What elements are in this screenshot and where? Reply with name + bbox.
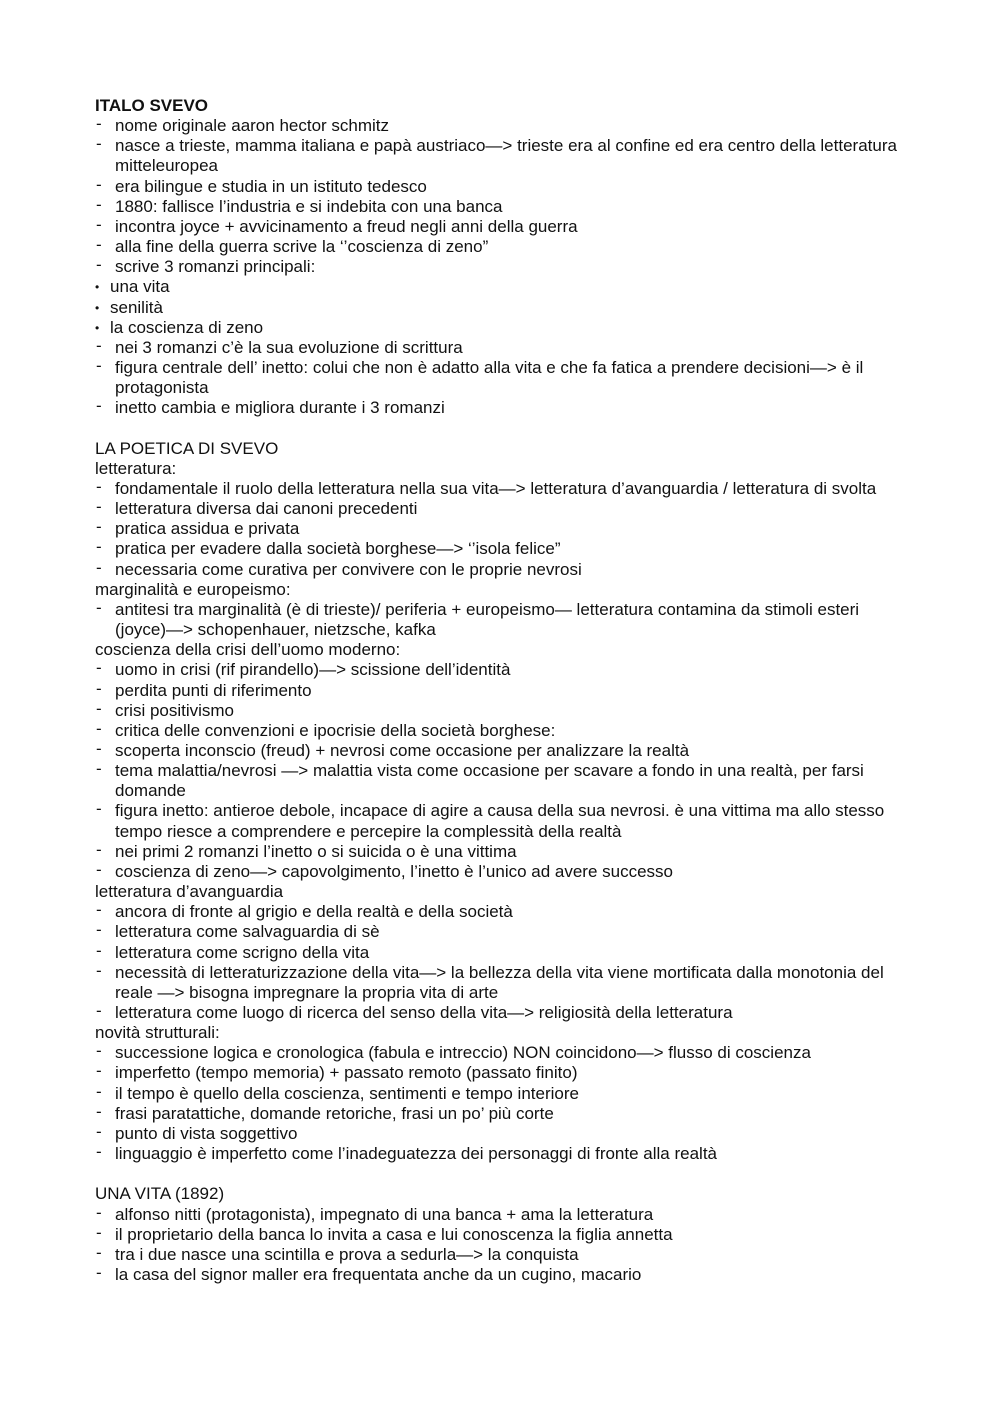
- dash-marker: -: [96, 356, 102, 376]
- dash-marker: -: [96, 194, 102, 214]
- list-item: [95, 136, 910, 176]
- dash-marker: -: [96, 214, 102, 234]
- dash-marker: -: [96, 1001, 102, 1021]
- list-item: [95, 116, 910, 136]
- list-item: [95, 1003, 910, 1023]
- list-item: [95, 1265, 910, 1285]
- list-item: [95, 902, 910, 922]
- subheading: novità strutturali:: [95, 1023, 220, 1043]
- list-item: [95, 761, 910, 801]
- list-item-text: necessaria come curativa per convivere con le proprie nevrosi: [115, 559, 582, 579]
- list-item-text: imperfetto (tempo memoria) + passato remoto (passato finito): [115, 1063, 578, 1083]
- dash-marker: -: [96, 134, 102, 154]
- bullet-item-text: la coscienza di zeno: [110, 317, 264, 337]
- list-item-text: tra i due nasce una scintilla e prova a sedurla—> la conquista: [115, 1244, 579, 1264]
- list-item-text: ancora di fronte al grigio e della realtà e della società: [115, 902, 513, 922]
- list-item: [95, 1081, 910, 1104]
- list-item: [95, 539, 910, 559]
- list-item-text: letteratura come salvaguardia di sè: [115, 922, 380, 942]
- dash-marker: -: [96, 658, 102, 678]
- dash-marker: -: [96, 1142, 102, 1162]
- list-item: [95, 214, 910, 237]
- list-item-text: tema malattia/nevrosi —> malattia vista come occasione per scavare a fondo in una realtà, per farsi domande: [115, 761, 864, 801]
- list-item: [95, 237, 910, 257]
- dash-marker: -: [96, 476, 102, 496]
- list-item-text: letteratura come scrigno della vita: [115, 942, 370, 962]
- list-item: [95, 1043, 910, 1063]
- bullet-item: [95, 277, 910, 297]
- list-item-text: 1880: fallisce l’industria e si indebita con una banca: [115, 196, 503, 216]
- list-item-text: nasce a trieste, mamma italiana e papà austriaco—> trieste era al confine ed era centro della letteratura mitteleuropea: [115, 136, 897, 176]
- document-page: [95, 96, 910, 1285]
- list-item-text: perdita punti di riferimento: [115, 680, 312, 700]
- list-item-text: fondamentale il ruolo della letteratura nella sua vita—> letteratura d’avanguardia / letteratura di svolta: [115, 478, 877, 498]
- list-item-text: nei 3 romanzi c’è la sua evoluzione di scrittura: [115, 337, 463, 357]
- section-title: LA POETICA DI SVEVO: [95, 438, 279, 458]
- list-item-text: frasi paratattiche, domande retoriche, frasi un po’ più corte: [115, 1103, 554, 1123]
- dash-marker: -: [96, 738, 102, 758]
- dash-marker: -: [96, 859, 102, 879]
- dash-marker: -: [96, 255, 102, 275]
- list-item: [95, 597, 910, 640]
- list-item-text: linguaggio è imperfetto come l’inadeguatezza dei personaggi di fronte alla realtà: [115, 1144, 717, 1164]
- list-item: [95, 1121, 910, 1144]
- list-item: [95, 960, 910, 1003]
- list-item: [95, 398, 910, 418]
- dash-marker: -: [96, 517, 102, 537]
- bullet-marker: •: [95, 300, 100, 315]
- subheading: marginalità e europeismo:: [95, 579, 291, 599]
- list-item-text: scrive 3 romanzi principali:: [115, 257, 316, 277]
- dash-marker: -: [96, 799, 102, 819]
- list-item: [95, 499, 910, 519]
- dash-marker: -: [96, 678, 102, 698]
- list-item: [95, 557, 910, 580]
- list-item-text: figura inetto: antieroe debole, incapace di agire a causa della sua nevrosi. è una vittima ma allo stesso tempo riesce a comprendere e percepire la complessità della realtà: [115, 801, 885, 841]
- list-item: [95, 257, 910, 277]
- subheading: coscienza della crisi dell’uomo moderno:: [95, 640, 401, 660]
- dash-marker: -: [96, 960, 102, 980]
- bullet-item: [95, 298, 910, 318]
- list-item-text: antitesi tra marginalità (è di trieste)/ periferia + europeismo— letteratura contamina da stimoli esteri (joyce)—> schopenhauer, nietzsche, kafka: [115, 599, 860, 640]
- list-item: [95, 194, 910, 217]
- bullet-marker: •: [95, 320, 100, 335]
- dash-marker: -: [96, 900, 102, 920]
- list-item-text: la casa del signor maller era frequentata anche da un cugino, macario: [115, 1265, 642, 1285]
- dash-marker: -: [96, 718, 102, 738]
- section-title: ITALO SVEVO: [95, 96, 209, 115]
- dash-marker: -: [96, 235, 102, 255]
- list-item: [95, 1063, 910, 1083]
- list-item-text: punto di vista soggettivo: [115, 1123, 298, 1143]
- list-item-text: alfonso nitti (protagonista), impegnato di una banca + ama la letteratura: [115, 1204, 654, 1224]
- dash-marker: -: [96, 1061, 102, 1081]
- dash-marker: -: [96, 1263, 102, 1283]
- dash-marker: -: [96, 920, 102, 940]
- list-item-text: scoperta inconscio (freud) + nevrosi come occasione per analizzare la realtà: [115, 740, 690, 760]
- list-item: [95, 940, 910, 963]
- list-item: [95, 718, 910, 741]
- dash-marker: -: [96, 1202, 102, 1222]
- dash-marker: -: [96, 597, 102, 617]
- list-item: [95, 698, 910, 721]
- list-item-text: inetto cambia e migliora durante i 3 romanzi: [115, 398, 445, 418]
- bullet-marker: •: [95, 280, 100, 295]
- dash-marker: -: [96, 557, 102, 577]
- dash-marker: -: [96, 759, 102, 779]
- list-item-text: uomo in crisi (rif pirandello)—> scissione dell’identità: [115, 660, 511, 680]
- subheading: letteratura d’avanguardia: [95, 882, 284, 902]
- list-item-text: crisi positivismo: [115, 700, 235, 720]
- list-item-text: successione logica e cronologica (fabula e intreccio) NON coincidono—> flusso di coscienza: [115, 1043, 811, 1063]
- dash-marker: -: [96, 940, 102, 960]
- list-item: [95, 476, 910, 499]
- list-item: [95, 660, 910, 680]
- section-spacer: [95, 419, 910, 439]
- list-item: [95, 1202, 910, 1225]
- list-item-text: nome originale aaron hector schmitz: [115, 116, 390, 136]
- dash-marker: -: [96, 1101, 102, 1121]
- list-item: [95, 922, 910, 942]
- list-item: [95, 519, 910, 539]
- list-item-text: letteratura diversa dai canoni precedenti: [115, 499, 418, 519]
- list-item-text: critica delle convenzioni e ipocrisie della società borghese:: [115, 720, 556, 740]
- list-item: [95, 1222, 910, 1245]
- section-title: UNA VITA (1892): [95, 1184, 225, 1204]
- bullet-item-text: senilità: [110, 297, 163, 317]
- list-item: [95, 801, 910, 841]
- list-item-text: nei primi 2 romanzi l’inetto o si suicida o è una vittima: [115, 841, 517, 861]
- list-item: [95, 1144, 910, 1164]
- list-item-text: il proprietario della banca lo invita a casa e lui conoscenza la figlia annetta: [115, 1224, 673, 1244]
- list-item-text: incontra joyce + avvicinamento a freud negli anni della guerra: [115, 216, 578, 236]
- list-item-text: alla fine della guerra scrive la ‘’coscienza di zeno”: [115, 237, 489, 257]
- dash-marker: -: [96, 335, 102, 355]
- list-item-text: coscienza di zeno—> capovolgimento, l’inetto è l’unico ad avere successo: [115, 861, 674, 881]
- dash-marker: -: [96, 537, 102, 557]
- dash-marker: -: [96, 114, 102, 134]
- list-item-text: pratica assidua e privata: [115, 519, 300, 539]
- dash-marker: -: [96, 1222, 102, 1242]
- dash-marker: -: [96, 1242, 102, 1262]
- dash-marker: -: [96, 174, 102, 194]
- section-spacer: [95, 1164, 910, 1184]
- dash-marker: -: [96, 698, 102, 718]
- list-item: [95, 839, 910, 862]
- list-item-text: figura centrale dell’ inetto: colui che non è adatto alla vita e che fa fatica a prendere decisioni—> è il protagonista: [115, 358, 864, 398]
- dash-marker: -: [96, 396, 102, 416]
- dash-marker: -: [96, 1121, 102, 1141]
- list-item-text: pratica per evadere dalla società borghese—> ‘’isola felice”: [115, 539, 561, 559]
- dash-marker: -: [96, 839, 102, 859]
- list-item-text: letteratura come luogo di ricerca del senso della vita—> religiosità della letteratura: [115, 1003, 733, 1023]
- dash-marker: -: [96, 497, 102, 517]
- bullet-item-text: una vita: [110, 277, 170, 297]
- list-item-text: il tempo è quello della coscienza, sentimenti e tempo interiore: [115, 1083, 579, 1103]
- subheading: letteratura:: [95, 458, 177, 478]
- dash-marker: -: [96, 1081, 102, 1101]
- list-item: [95, 738, 910, 761]
- list-item: [95, 358, 910, 398]
- list-item: [95, 1242, 910, 1265]
- list-item: [95, 335, 910, 358]
- dash-marker: -: [96, 1041, 102, 1061]
- list-item: [95, 1101, 910, 1124]
- list-item: [95, 678, 910, 701]
- list-item-text: era bilingue e studia in un istituto tedesco: [115, 176, 427, 196]
- list-item: [95, 859, 910, 882]
- list-item-text: necessità di letteraturizzazione della vita—> la bellezza della vita viene mortificata dalla monotonia del reale —> bisogna impregnare la propria vita di arte: [115, 962, 884, 1002]
- list-item: [95, 174, 910, 197]
- bullet-item: [95, 318, 910, 338]
